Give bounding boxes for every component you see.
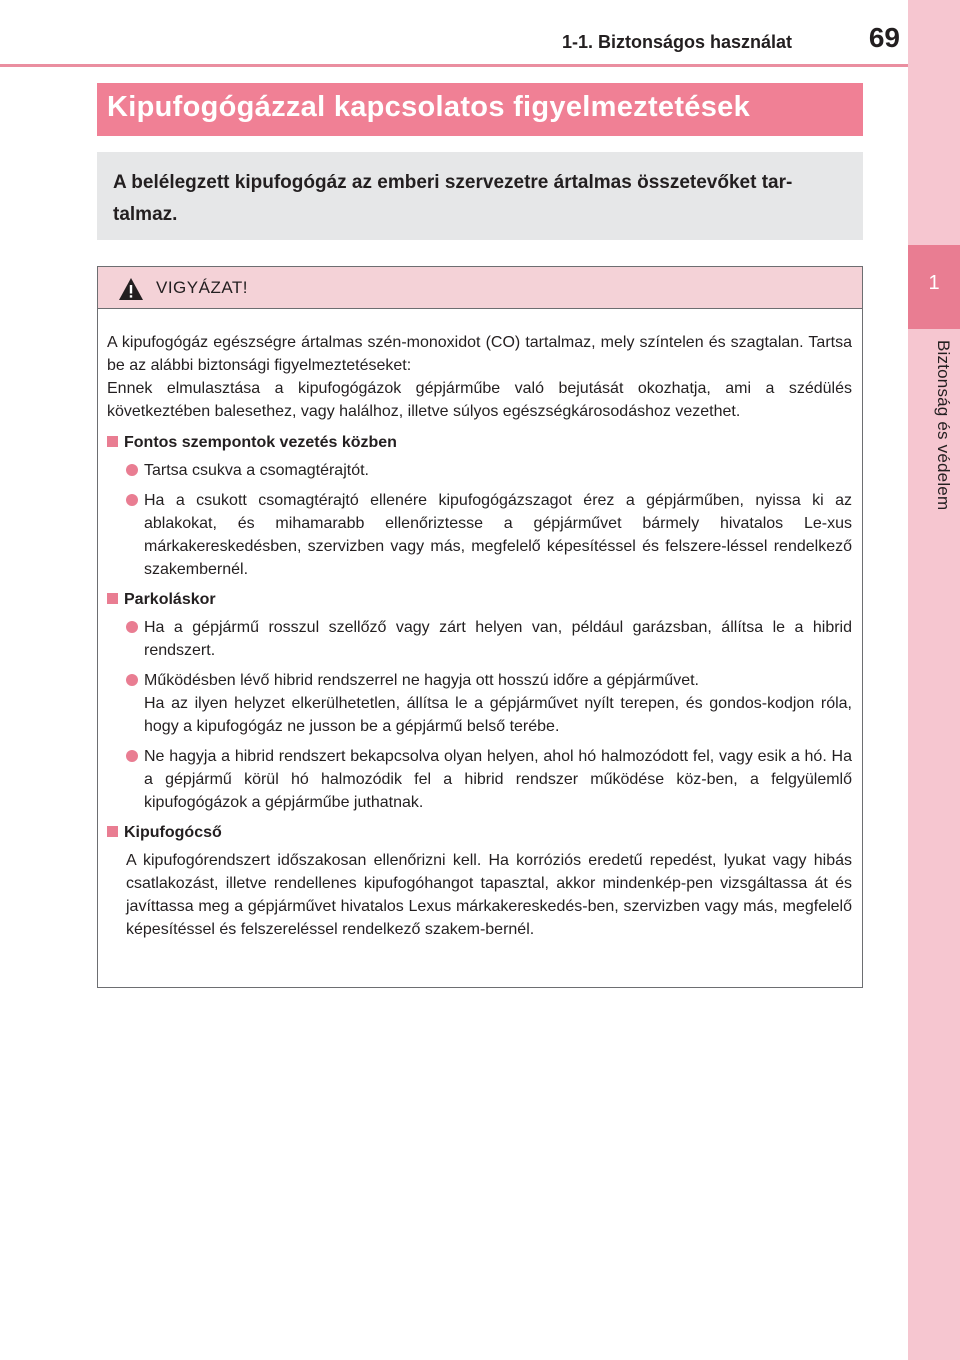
warning-title: VIGYÁZAT! <box>156 278 249 297</box>
list-item-text: Ha a gépjármű rosszul szellőző vagy zárt helyen van, például garázsban, állítsa le a hibrid rendszert. <box>144 619 852 659</box>
chapter-label: Biztonság és védelem <box>934 340 953 511</box>
list-item-text <box>144 669 852 738</box>
dot-bullet-icon <box>126 464 138 476</box>
side-strip <box>908 0 960 1360</box>
list-item-text: Ha a csukott csomagtérajtó ellenére kipufogógázszagot érez a gépjárműben, nyissa ki az ablakokat, és mihamarabb ellenőriztesse a gépjárművet bármely hivatalos Le-xus márkakereskedésben, szervizben vagy más, megfelelő képesítéssel és felszere-léssel rendelkező szakembernél. <box>144 492 852 578</box>
exhaust-pipe-text: A kipufogórendszert időszakosan ellenőrizni kell. Ha korróziós eredetű repedést, lyukat vagy hibás csatlakozást, illetve rendellenes kipufogóhangot tapasztal, akkor mindenkép-pen vizsgáltassa át és javíttassa meg a gépjárművet hivatalos Lexus márkakereskedés-ben, szervizben vagy más, megfelelő képesítéssel és felszereléssel rendelkező szakem-bernél. <box>126 852 852 938</box>
list-item <box>126 669 852 738</box>
dot-bullet-icon <box>126 674 138 686</box>
header-rule <box>0 64 908 67</box>
warning-intro-1: A kipufogógáz egészségre ártalmas szén-monoxidot (CO) tartalmaz, mely színtelen és szagtalan. Tartsa be az alábbi biztonsági figyelmeztetéseket: <box>107 334 852 374</box>
dot-bullet-icon <box>126 621 138 633</box>
section-heading <box>107 588 852 611</box>
warning-intro-2: Ennek elmulasztása a kipufogógázok gépjárműbe való bejutását okozhatja, ami a szédülés következtében balesethez, vagy halálhoz, illetve súlyos egészségkárosodáshoz vezethet. <box>107 380 852 420</box>
running-header: 1-1. Biztonságos használat <box>561 32 792 52</box>
heading-text: Parkoláskor <box>124 591 216 608</box>
warning-triangle-icon <box>118 277 144 301</box>
list-item-line: Működésben lévő hibrid rendszerrel ne hagyja ott hosszú időre a gépjárművet. <box>144 672 699 689</box>
heading-text: Fontos szempontok vezetés közben <box>124 434 397 451</box>
intro-box: A belélegzett kipufogógáz az emberi szervezetre ártalmas összetevőket tar-talmaz. <box>97 152 863 240</box>
section-heading <box>107 821 852 844</box>
heading-text: Kipufogócső <box>124 824 222 841</box>
square-bullet-icon <box>107 593 118 604</box>
dot-bullet-icon <box>126 494 138 506</box>
chapter-tab[interactable]: 1 <box>908 245 960 329</box>
list-item <box>126 745 852 814</box>
list-item <box>126 489 852 581</box>
dot-bullet-icon <box>126 750 138 762</box>
warning-body <box>98 309 862 941</box>
warning-box <box>97 266 863 988</box>
list-item-continuation: Ha az ilyen helyzet elkerülhetetlen, állítsa le a gépjárművet nyílt terepen, és gondos-kodjon róla, hogy a kipufogógáz ne jusson be a gépjármű belső terébe. <box>144 695 852 735</box>
warning-header <box>98 267 862 309</box>
square-bullet-icon <box>107 826 118 837</box>
section-title: Kipufogógázzal kapcsolatos figyelmeztetések <box>97 83 863 136</box>
page-number: 69 <box>868 22 900 53</box>
section-heading <box>107 431 852 454</box>
list-item <box>126 459 852 482</box>
list-item <box>126 616 852 662</box>
list-item-text: Tartsa csukva a csomagtérajtót. <box>144 462 369 479</box>
square-bullet-icon <box>107 436 118 447</box>
list-item-text: Ne hagyja a hibrid rendszert bekapcsolva olyan helyen, ahol hó halmozódott fel, vagy esik a hó. Ha a gépjármű körül hó halmozódik fel a hibrid rendszer működése köz-ben, a felgyülemlő kipufogógázok a gépjárműbe juthatnak. <box>144 748 852 811</box>
